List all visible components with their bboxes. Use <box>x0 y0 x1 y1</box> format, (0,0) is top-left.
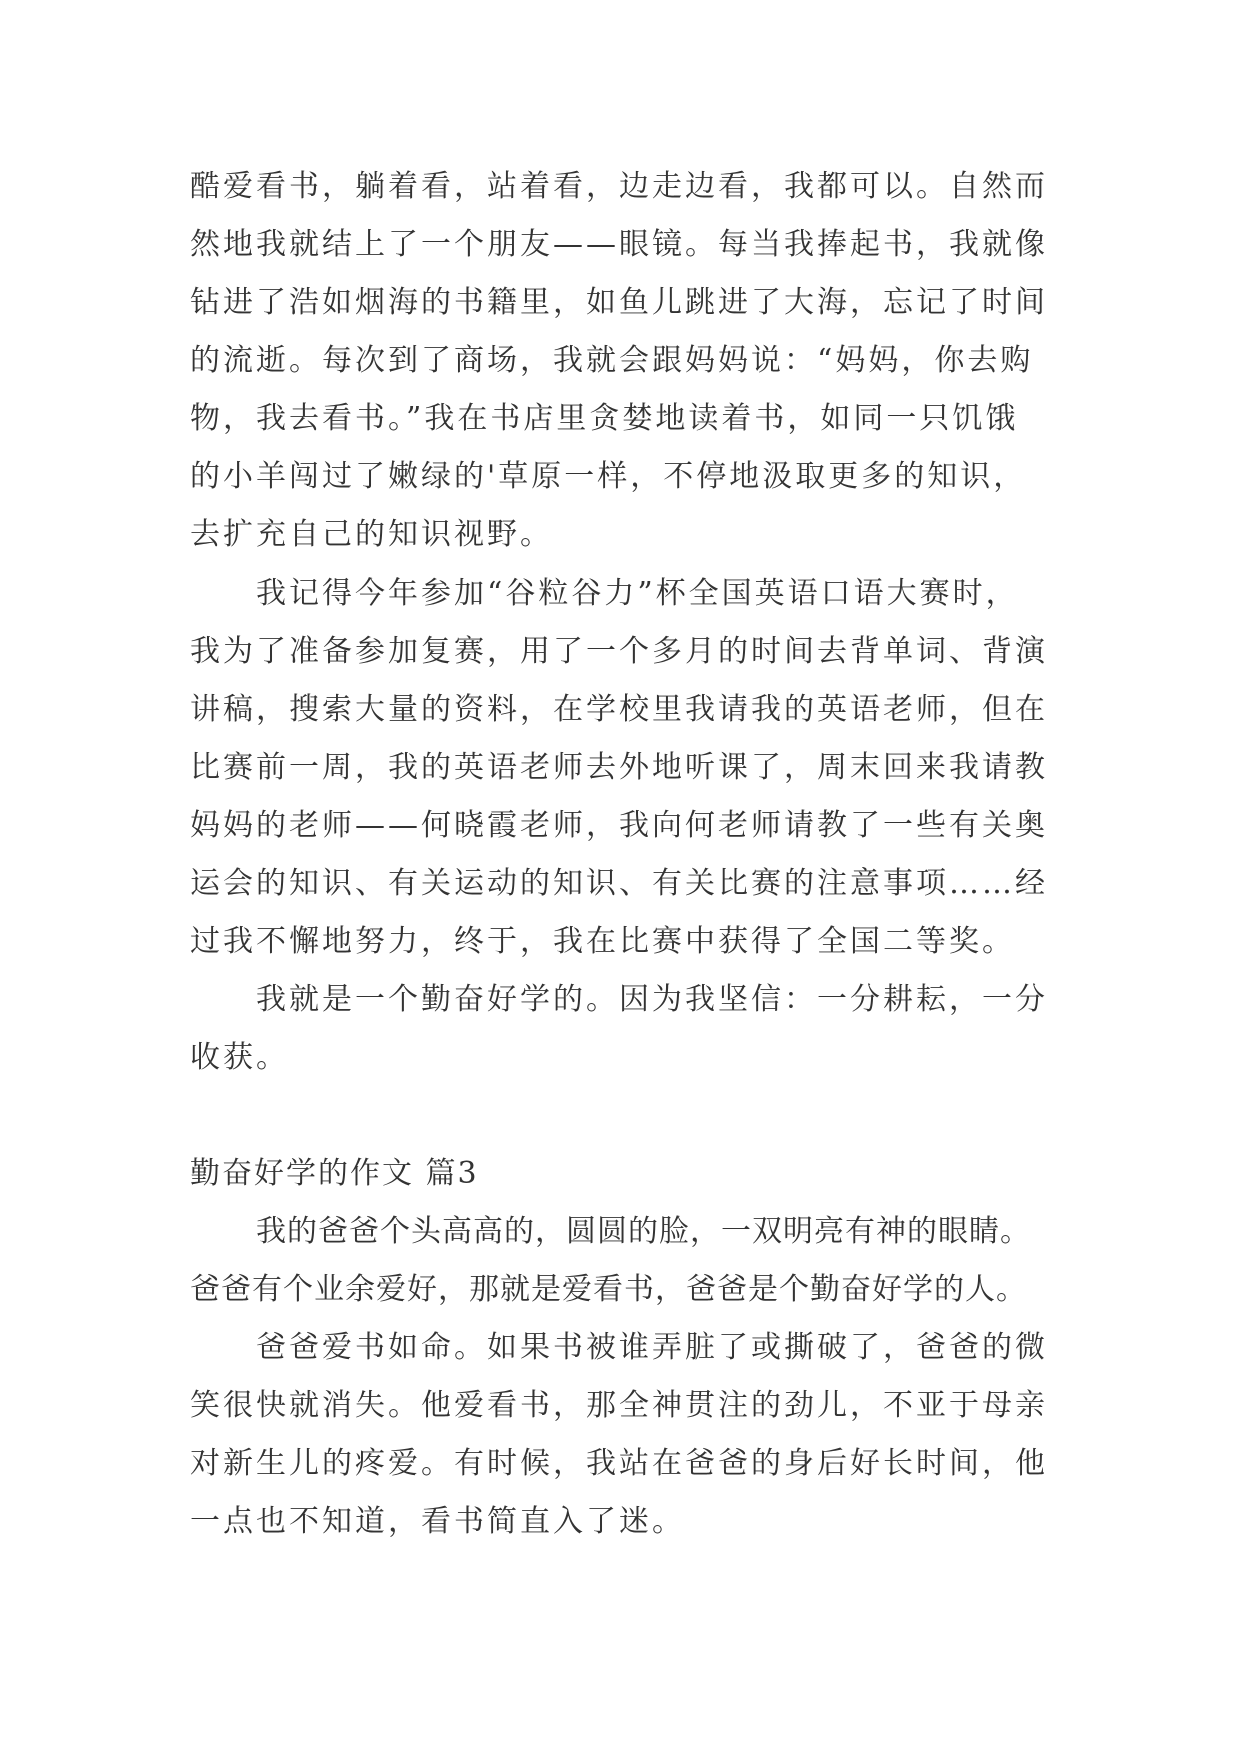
paragraph-reading-habit <box>190 158 1070 564</box>
text-line: 我的爸爸个头高高的，圆圆的脸，一双明亮有神的眼睛。 <box>256 1214 1031 1249</box>
text-line: 对新生儿的疼爱。有时候，我站在爸爸的身后好长时间，他 <box>190 1446 1048 1481</box>
text-line: 我就是一个勤奋好学的。因为我坚信：一分耕耘，一分 <box>256 982 1048 1017</box>
text-line: 讲稿，搜索大量的资料，在学校里我请我的英语老师，但在 <box>190 692 1048 727</box>
text-line: 笑很快就消失。他爱看书，那全神贯注的劲儿，不亚于母亲 <box>190 1388 1048 1423</box>
text-line: 爸爸爱书如命。如果书被谁弄脏了或撕破了，爸爸的微 <box>256 1330 1048 1365</box>
text-line: 去扩充自己的知识视野。 <box>190 517 553 552</box>
text-line: 酷爱看书，躺着看，站着看，边走边看，我都可以。自然而 <box>190 169 1048 204</box>
text-line: 钻进了浩如烟海的书籍里，如鱼儿跳进了大海，忘记了时间 <box>190 285 1048 320</box>
paragraph-father-description <box>190 1203 1070 1319</box>
text-line: 比赛前一周，我的英语老师去外地听课了，周末回来我请教 <box>190 750 1048 785</box>
paragraph-conclusion <box>190 971 1070 1087</box>
paragraph-english-contest <box>190 565 1070 971</box>
text-line: 一点也不知道，看书简直入了迷。 <box>190 1504 685 1539</box>
text-line: 的小羊闯过了嫩绿的'草原一样，不停地汲取更多的知识， <box>190 459 1027 494</box>
text-line: 的流逝。每次到了商场，我就会跟妈妈说：“妈妈，你去购 <box>190 343 1034 378</box>
text-line: 爸爸有个业余爱好，那就是爱看书，爸爸是个勤奋好学的人。 <box>190 1272 1027 1307</box>
text-line: 我为了准备参加复赛，用了一个多月的时间去背单词、背演 <box>190 634 1048 669</box>
section-heading <box>190 1145 1070 1203</box>
text-line: 过我不懈地努力，终于，我在比赛中获得了全国二等奖。 <box>190 924 1015 959</box>
text-line: 收获。 <box>190 1040 289 1075</box>
text-line: 然地我就结上了一个朋友——眼镜。每当我捧起书，我就像 <box>190 227 1048 262</box>
text-line: 我记得今年参加“谷粒谷力”杯全国英语口语大赛时， <box>256 576 1019 611</box>
text-line: 妈妈的老师——何晓霞老师，我向何老师请教了一些有关奥 <box>190 808 1048 843</box>
text-line: 运会的知识、有关运动的知识、有关比赛的注意事项……经 <box>190 866 1048 901</box>
paragraph-father-loves-books <box>190 1319 1070 1551</box>
text-line: 物，我去看书。”我在书店里贪婪地读着书，如同一只饥饿 <box>190 401 1019 436</box>
heading-text: 勤奋好学的作文 篇3 <box>190 1156 479 1191</box>
